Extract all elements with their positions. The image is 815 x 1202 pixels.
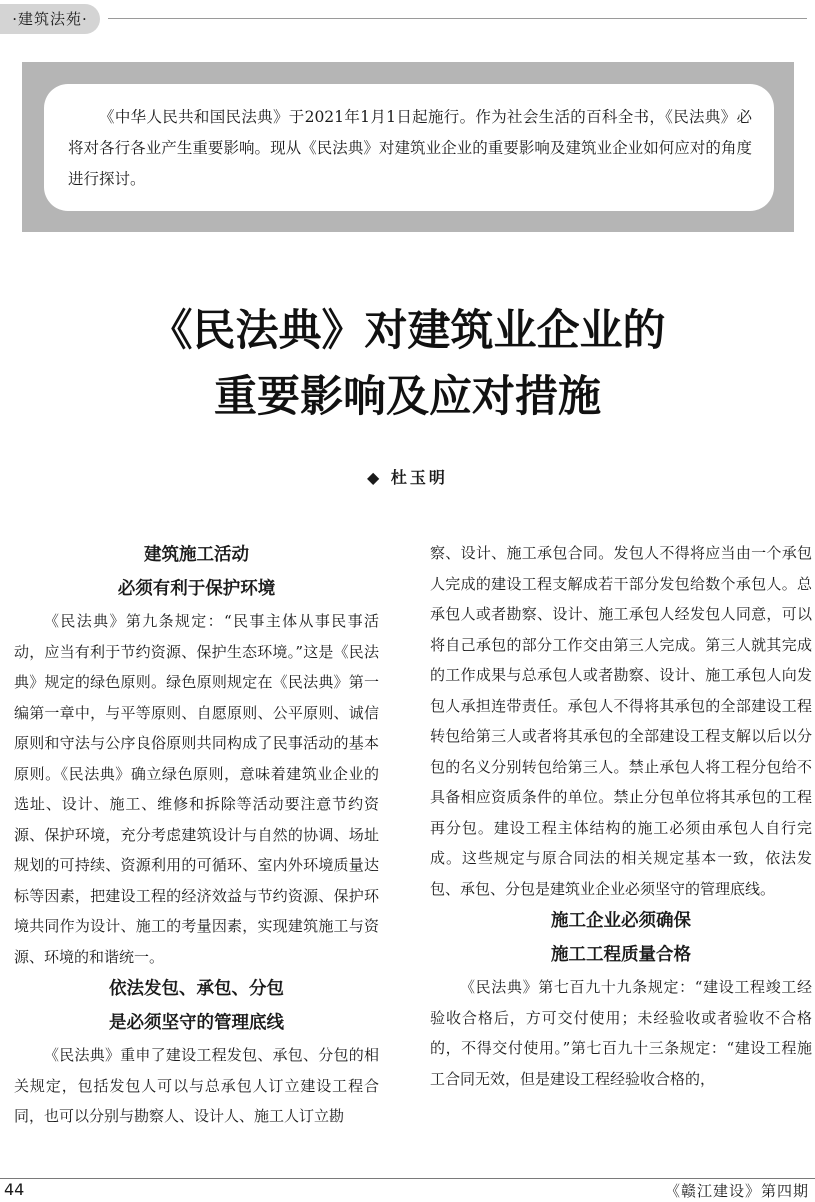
author-byline: ◆ 杜玉明: [367, 468, 448, 487]
abstract-panel: [44, 84, 774, 211]
section3-heading-line1: 施工企业必须确保: [551, 911, 691, 931]
section1-heading-line2: 必须有利于保护环境: [117, 579, 276, 599]
left-column: [14, 538, 379, 1132]
article-title-line1: 《民法典》对建筑业企业的: [149, 306, 666, 356]
abstract-text: 《中华人民共和国民法典》于2021年1月1日起施行。作为社会生活的百科全书，《民法典》必将对各行各业产生重要影响。现从《民法典》对建筑业企业的重要影响及建筑业企业如何应对的角度进行探讨。: [68, 108, 752, 188]
section3-heading-line2: 施工工程质量合格: [551, 945, 691, 965]
section1-paragraph: 《民法典》第九条规定：“民事主体从事民事活动，应当有利于节约资源、保护生态环境。”这是《民法典》规定的绿色原则。绿色原则规定在《民法典》第一编第一章中，与平等原则、自愿原则、公平原则、诚信原则和守法与公序良俗原则共同构成了民事活动的基本原则。《民法典》确立绿色原则，意味着建筑业企业的选址、设计、施工、维修和拆除等活动要注意节约资源、保护环境，充分考虑建筑设计与自然的协调、场址规划的可持续、资源利用的可循环、室内外环境质量达标等因素，把建设工程的经济效益与节约资源、保护环境共同作为设计、施工的考量因素，实现建筑施工与资源、环境的和谐统一。: [14, 612, 379, 966]
abstract-box: [22, 62, 794, 232]
section2-paragraph-start: 《民法典》重申了建设工程发包、承包、分包的相关规定，包括发包人可以与总承包人订立建设工程合同，也可以分别与勘察人、设计人、施工人订立勘: [14, 1046, 379, 1125]
footer-rule: [0, 1178, 815, 1179]
section2-heading-line2: 是必须坚守的管理底线: [109, 1013, 284, 1033]
section1-heading-line1: 建筑施工活动: [144, 545, 249, 565]
header-rule: [108, 18, 807, 19]
section2-paragraph-continued: 察、设计、施工承包合同。发包人不得将应当由一个承包人完成的建设工程支解成若干部分发包给数个承包人。总承包人或者勘察、设计、施工承包人经发包人同意，可以将自己承包的部分工作交由第三人完成。第三人就其完成的工作成果与总承包人或者勘察、设计、施工承包人向发包人承担连带责任。承包人不得将其承包的全部建设工程转包给第三人或者将其承包的全部建设工程支解以后以分包的名义分别转包给第三人。禁止承包人将工程分包给不具备相应资质条件的单位。禁止分包单位将其承包的工程再分包。建设工程主体结构的施工必须由承包人自行完成。这些规定与原合同法的相关规定基本一致，依法发包、承包、分包是建筑业企业必须坚守的管理底线。: [430, 544, 812, 898]
article-title-line2: 重要影响及应对措施: [214, 372, 601, 422]
section3-paragraph: 《民法典》第七百九十九条规定：“建设工程竣工经验收合格后，方可交付使用；未经验收或者验收不合格的，不得交付使用。”第七百九十三条规定：“建设工程施工合同无效，但是建设工程经验收合格的，: [430, 978, 812, 1088]
section2-heading-line1: 依法发包、承包、分包: [109, 979, 284, 999]
right-column: [430, 538, 812, 1094]
page-number: 44: [4, 1180, 25, 1199]
section-tag: ·建筑法苑·: [0, 4, 100, 34]
journal-name: 《赣江建设》第四期: [664, 1182, 809, 1200]
